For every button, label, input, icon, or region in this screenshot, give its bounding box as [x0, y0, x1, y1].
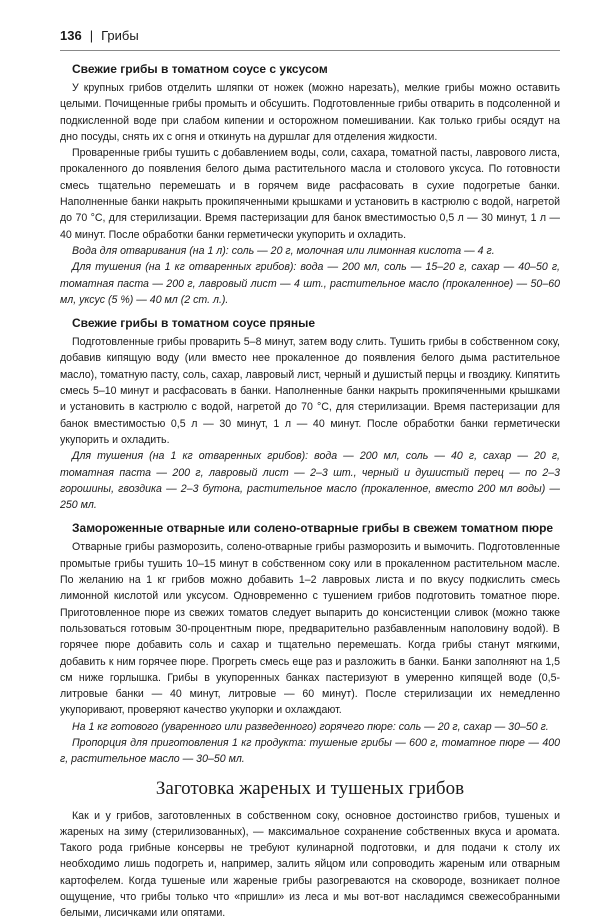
header-rule — [60, 50, 560, 51]
recipe-paragraph: Подготовленные грибы проварить 5–8 минут, затем воду слить. Тушить грибы в собственном соку, добавив кипящую воду (или вместо нее прокаленное до появления белого дыма растительное масло), томатную пасту, соль, сахар, лавровый лист, черный и душистый перцы и гвоздику. Кипятить смесь 5–10 минут и расфасовать в банки. Наполненные банки накрыть прокипяченными крышками и установить в кастрюлю с водой, нагретой до 70 °С, для стерилизации. Время пастеризации для банок вместимостью 0,5 л — 30 минут, 1 л — 40 минут. После обработки банки герметически укупорить и охладить. — [60, 336, 560, 446]
ingredients-note: Для тушения (на 1 кг отваренных грибов): вода — 200 мл, соль — 40 г, сахар — 20 г, томатная паста — 200 г, лавровый лист — 2–3 шт., черный и душистый перец — по 2–3 горошины, гвоздика — 2–3 бутона, растительное масло (прокаленное, вместо 200 мл воды) — 250 мл. — [60, 450, 560, 512]
recipe-paragraph: Проваренные грибы тушить с добавлением воды, соли, сахара, томатной пасты, лаврового листа, прокаленного до появления белого дыма растительного масла и столового уксуса. По готовности смесь тщательно перемешать и в горячем виде расфасовать в сухие подогретые банки. Наполненные банки накрыть прокипяченными крышками и установить в кастрюлю с водой, нагретой до 70 °С, для стерилизации. Время пастеризации для банок вместимостью 0,5 л — 30 минут, 1 л — 40 минут. После обработки банки герметически укупорить и охладить. — [60, 147, 560, 241]
page-body — [60, 62, 560, 922]
ingredients-note: Пропорция для приготовления 1 кг продукта: тушеные грибы — 600 г, томатное пюре — 400 г, растительное масло — 30–50 мл. — [60, 736, 560, 766]
section-title: Заготовка жареных и тушеных грибов — [155, 777, 465, 799]
page-number: 136 — [60, 28, 82, 43]
recipe-paragraph: Отварные грибы разморозить, солено-отварные грибы разморозить и вымочить. Подготовленные промытые грибы тушить 10–15 минут в собственном соку или в прокаленном растительном масле. По желанию на 1 кг грибов можно добавить 1–2 лавровых листа и по вкусу подкислить смесь лимонной кислотой или уксусом. Одновременно с тушением грибов подготовить томатное пюре. Приготовленное пюре из свежих томатов следует выпарить до консистенции сливок (можно также пользоваться готовым 30-процентным пюре, предварительно разбавленным наполовину водой). В горячее пюре добавить соль и сахар и тщательно перемешать. Когда грибы станут мягкими, добавить к ним горячее пюре. Прогреть смесь еще раз и разложить в банки. Банки заполняют на 1,5 см ниже горлышка. Грибы в укупоренных банках пастеризуют в умеренно кипящей воде (0,5-литровые банки — 40 минут, литровые — 60 минут). После стерилизации их немедленно укупоривают, проверяют качество укупорки и охлаждают. — [60, 541, 560, 717]
recipe-heading: Свежие грибы в томатном соусе с уксусом — [72, 62, 328, 76]
intro-paragraph: Как и у грибов, заготовленных в собственном соку, основное достоинство грибов, тушеных и жареных на зиму (стерилизованных), — максимальное сохранение собственных вкуса и аромата. Такого рода грибные консервы не требуют кулинарной подготовки, и для подачи к столу их необходимо лишь подогреть и, например, залить яйцом или сопроводить жареным или отварным картофелем. Когда тушеные или жареные грибы разогреваются на сковороде, возникает полное ощущение, что грибы только что «пришли» из леса и мы вот-вот насладимся свежесобранными белыми, лисичками или опятами. — [60, 809, 560, 920]
ingredients-note: Для тушения (на 1 кг отваренных грибов): вода — 200 мл, соль — 15–20 г, сахар — 40–50 г, томатная паста — 200 г, лавровый лист — 4 шт., растительное масло (прокаленное) — 50–60 мл, уксус (5 %) — 40 мл (2 ст. л.). — [60, 261, 560, 306]
ingredients-note: На 1 кг готового (уваренного или разведенного) горячего пюре: соль — 20 г, сахар — 30–50 г. — [72, 720, 549, 733]
recipe-heading: Замороженные отварные или солено-отварные грибы в свежем томатном пюре — [72, 521, 554, 536]
recipe-paragraph: У крупных грибов отделить шляпки от ножек (можно нарезать), мелкие грибы можно оставить целыми. Почищенные грибы промыть и обсушить. Подготовленные грибы отварить в подсоленной и подкисленной воде при слабом кипении и осторожном помешивании. Как только грибы осядут на дно посуды, снять их с огня и откинуть на дуршлаг для отделения жидкости. — [60, 82, 560, 143]
header-separator: | — [89, 28, 94, 43]
recipe-heading: Свежие грибы в томатном соусе пряные — [72, 316, 315, 331]
chapter-title: Грибы — [101, 28, 139, 43]
running-header — [60, 28, 560, 43]
ingredients-note: Вода для отваривания (на 1 л): соль — 20 г, молочная или лимонная кислота — 4 г. — [72, 244, 495, 257]
